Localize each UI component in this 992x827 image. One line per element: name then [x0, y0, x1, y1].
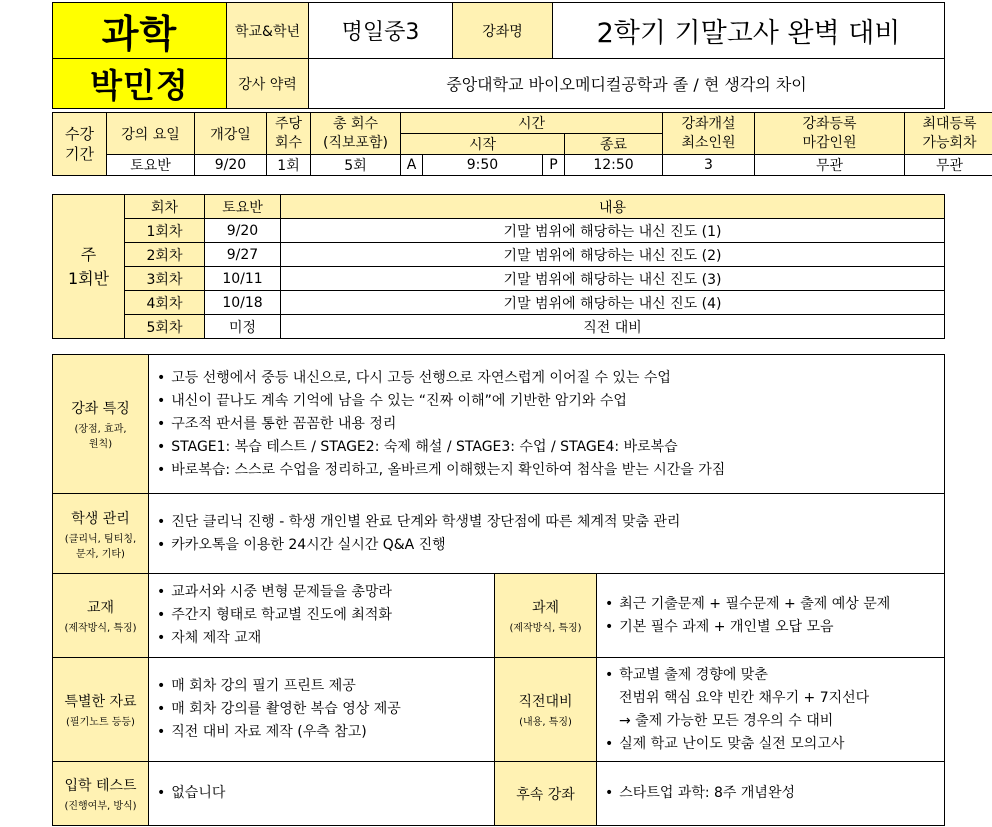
- textbook-content: [149, 574, 495, 658]
- schedule-col-session: 회차: [125, 195, 205, 219]
- list-item: • 카카오톡을 이용한 24시간 실시간 Q&A 진행: [157, 534, 936, 557]
- time-label: 시간: [401, 113, 663, 134]
- entrance-test-content: [149, 762, 495, 826]
- schedule-col-content: 내용: [281, 195, 945, 219]
- session-cell: 2회차: [125, 243, 205, 267]
- day-value: 토요반: [107, 155, 195, 176]
- table-row: [53, 291, 945, 315]
- list-item-continued: 전범위 핵심 요약 빈칸 채우기 + 7지선다: [619, 689, 870, 706]
- list-item-continued: → 출제 가능한 모든 경우의 수 대비: [619, 712, 834, 729]
- list-item: • 스타트업 과학: 8주 개념완성: [605, 782, 936, 805]
- list-item: • 직전 대비 자료 제작 (우측 참고): [157, 721, 486, 744]
- details-table: [52, 354, 945, 826]
- schedule-side-label: 주 1회반: [53, 195, 125, 339]
- total-value: 5회: [311, 155, 401, 176]
- entrance-test-label: 입학 테스트 (진행여부, 방식): [53, 762, 149, 826]
- materials-label: 특별한 자료 (필기노트 등등): [53, 658, 149, 762]
- total-label: 총 회수 (직보포함): [311, 113, 401, 155]
- course-info-table: [52, 112, 992, 176]
- min-value: 3: [663, 155, 755, 176]
- deadline-value: 무관: [755, 155, 905, 176]
- school-grade-label: 학교&학년: [227, 3, 309, 59]
- list-item: • 매 회차 강의를 촬영한 복습 영상 제공: [157, 698, 486, 721]
- features-label: 강좌 특징 (장점, 효과, 원칙): [53, 355, 149, 494]
- schedule-col-day: 토요반: [205, 195, 281, 219]
- table-row: [53, 219, 945, 243]
- list-item: • 교과서와 시중 변형 문제들을 총망라: [157, 581, 486, 604]
- course-name-label: 강좌명: [453, 3, 553, 59]
- homework-content: [597, 574, 945, 658]
- deadline-label: 강좌등록 마감인원: [755, 113, 905, 155]
- session-cell: 4회차: [125, 291, 205, 315]
- school-grade-value: 명일중3: [309, 3, 453, 59]
- end-time: 12:50: [565, 155, 663, 176]
- teacher-bio-label: 강사 약력: [227, 59, 309, 109]
- content-cell: 기말 범위에 해당하는 내신 진도 (2): [281, 243, 945, 267]
- session-cell: 1회차: [125, 219, 205, 243]
- materials-content: [149, 658, 495, 762]
- list-item: • 내신이 끝나도 계속 기억에 남을 수 있는 “진짜 이해”에 기반한 암기와 수업: [157, 390, 936, 413]
- time-start-label: 시작: [401, 134, 565, 155]
- follow-up-content: [597, 762, 945, 826]
- list-item: • 최근 기출문제 + 필수문제 + 출제 예상 문제: [605, 593, 936, 616]
- list-item: • 진단 클리닉 진행 - 학생 개인별 완료 단계와 학생별 장단점에 따른 체계적 맞춤 관리: [157, 511, 936, 534]
- list-item: • 실제 학교 난이도 맞춤 실전 모의고사: [605, 733, 936, 756]
- content-cell: 기말 범위에 해당하는 내신 진도 (4): [281, 291, 945, 315]
- start-time: 9:50: [423, 155, 543, 176]
- course-name-value: 2학기 기말고사 완벽 대비: [553, 3, 945, 59]
- schedule-table: [52, 194, 945, 339]
- end-ampm: P: [543, 155, 565, 176]
- list-item: • 학교별 출제 경향에 맞춘: [605, 664, 936, 687]
- list-item: • 매 회차 강의 필기 프린트 제공: [157, 675, 486, 698]
- date-cell: 10/11: [205, 267, 281, 291]
- content-cell: 기말 범위에 해당하는 내신 진도 (3): [281, 267, 945, 291]
- table-row: [53, 267, 945, 291]
- teacher-bio-value: 중앙대학교 바이오메디컬공학과 졸 / 현 생각의 차이: [309, 59, 945, 109]
- date-cell: 9/20: [205, 219, 281, 243]
- table-row: [53, 243, 945, 267]
- list-item: • 기본 필수 과제 + 개인별 오답 모음: [605, 616, 936, 639]
- list-item: • STAGE1: 복습 테스트 / STAGE2: 숙제 해설 / STAGE3: 수업 / STAGE4: 바로복습: [157, 436, 936, 459]
- list-item: • 바로복습: 스스로 수업을 정리하고, 올바르게 이해했는지 확인하여 첨삭을 받는 시간을 가짐: [157, 459, 936, 482]
- features-content: [149, 355, 945, 494]
- list-item: • 구조적 판서를 통한 꼼꼼한 내용 정리: [157, 413, 936, 436]
- start-ampm: A: [401, 155, 423, 176]
- final-prep-content: [597, 658, 945, 762]
- period-label: 수강 기간: [53, 113, 107, 176]
- table-row: [53, 315, 945, 339]
- list-item: • 고등 선행에서 중등 내신으로, 다시 고등 선행으로 자연스럽게 이어질 수 있는 수업: [157, 367, 936, 390]
- date-cell: 10/18: [205, 291, 281, 315]
- start-date-value: 9/20: [195, 155, 267, 176]
- management-label: 학생 관리 (클리닉, 팀티칭, 문자, 기타): [53, 494, 149, 574]
- session-cell: 3회차: [125, 267, 205, 291]
- textbook-label: 교재 (제작방식, 특징): [53, 574, 149, 658]
- management-content: [149, 494, 945, 574]
- session-cell: 5회차: [125, 315, 205, 339]
- final-prep-label: 직전대비 (내용, 특징): [495, 658, 597, 762]
- date-cell: 미정: [205, 315, 281, 339]
- day-label: 강의 요일: [107, 113, 195, 155]
- content-cell: 기말 범위에 해당하는 내신 진도 (1): [281, 219, 945, 243]
- weekly-label: 주당 회수: [267, 113, 311, 155]
- min-label: 강좌개설 최소인원: [663, 113, 755, 155]
- max-label: 최대등록 가능회차: [905, 113, 992, 155]
- subject-title: 과학: [53, 3, 227, 59]
- list-item: • 주간지 형태로 학교별 진도에 최적화: [157, 604, 486, 627]
- date-cell: 9/27: [205, 243, 281, 267]
- max-value: 무관: [905, 155, 992, 176]
- time-end-label: 종료: [565, 134, 663, 155]
- list-item: • 자체 제작 교재: [157, 627, 486, 650]
- content-cell: 직전 대비: [281, 315, 945, 339]
- start-date-label: 개강일: [195, 113, 267, 155]
- header-table: [52, 2, 945, 109]
- homework-label: 과제 (제작방식, 특징): [495, 574, 597, 658]
- follow-up-label: 후속 강좌: [495, 762, 597, 826]
- list-item: • 없습니다: [157, 782, 486, 805]
- weekly-value: 1회: [267, 155, 311, 176]
- teacher-name: 박민정: [53, 59, 227, 109]
